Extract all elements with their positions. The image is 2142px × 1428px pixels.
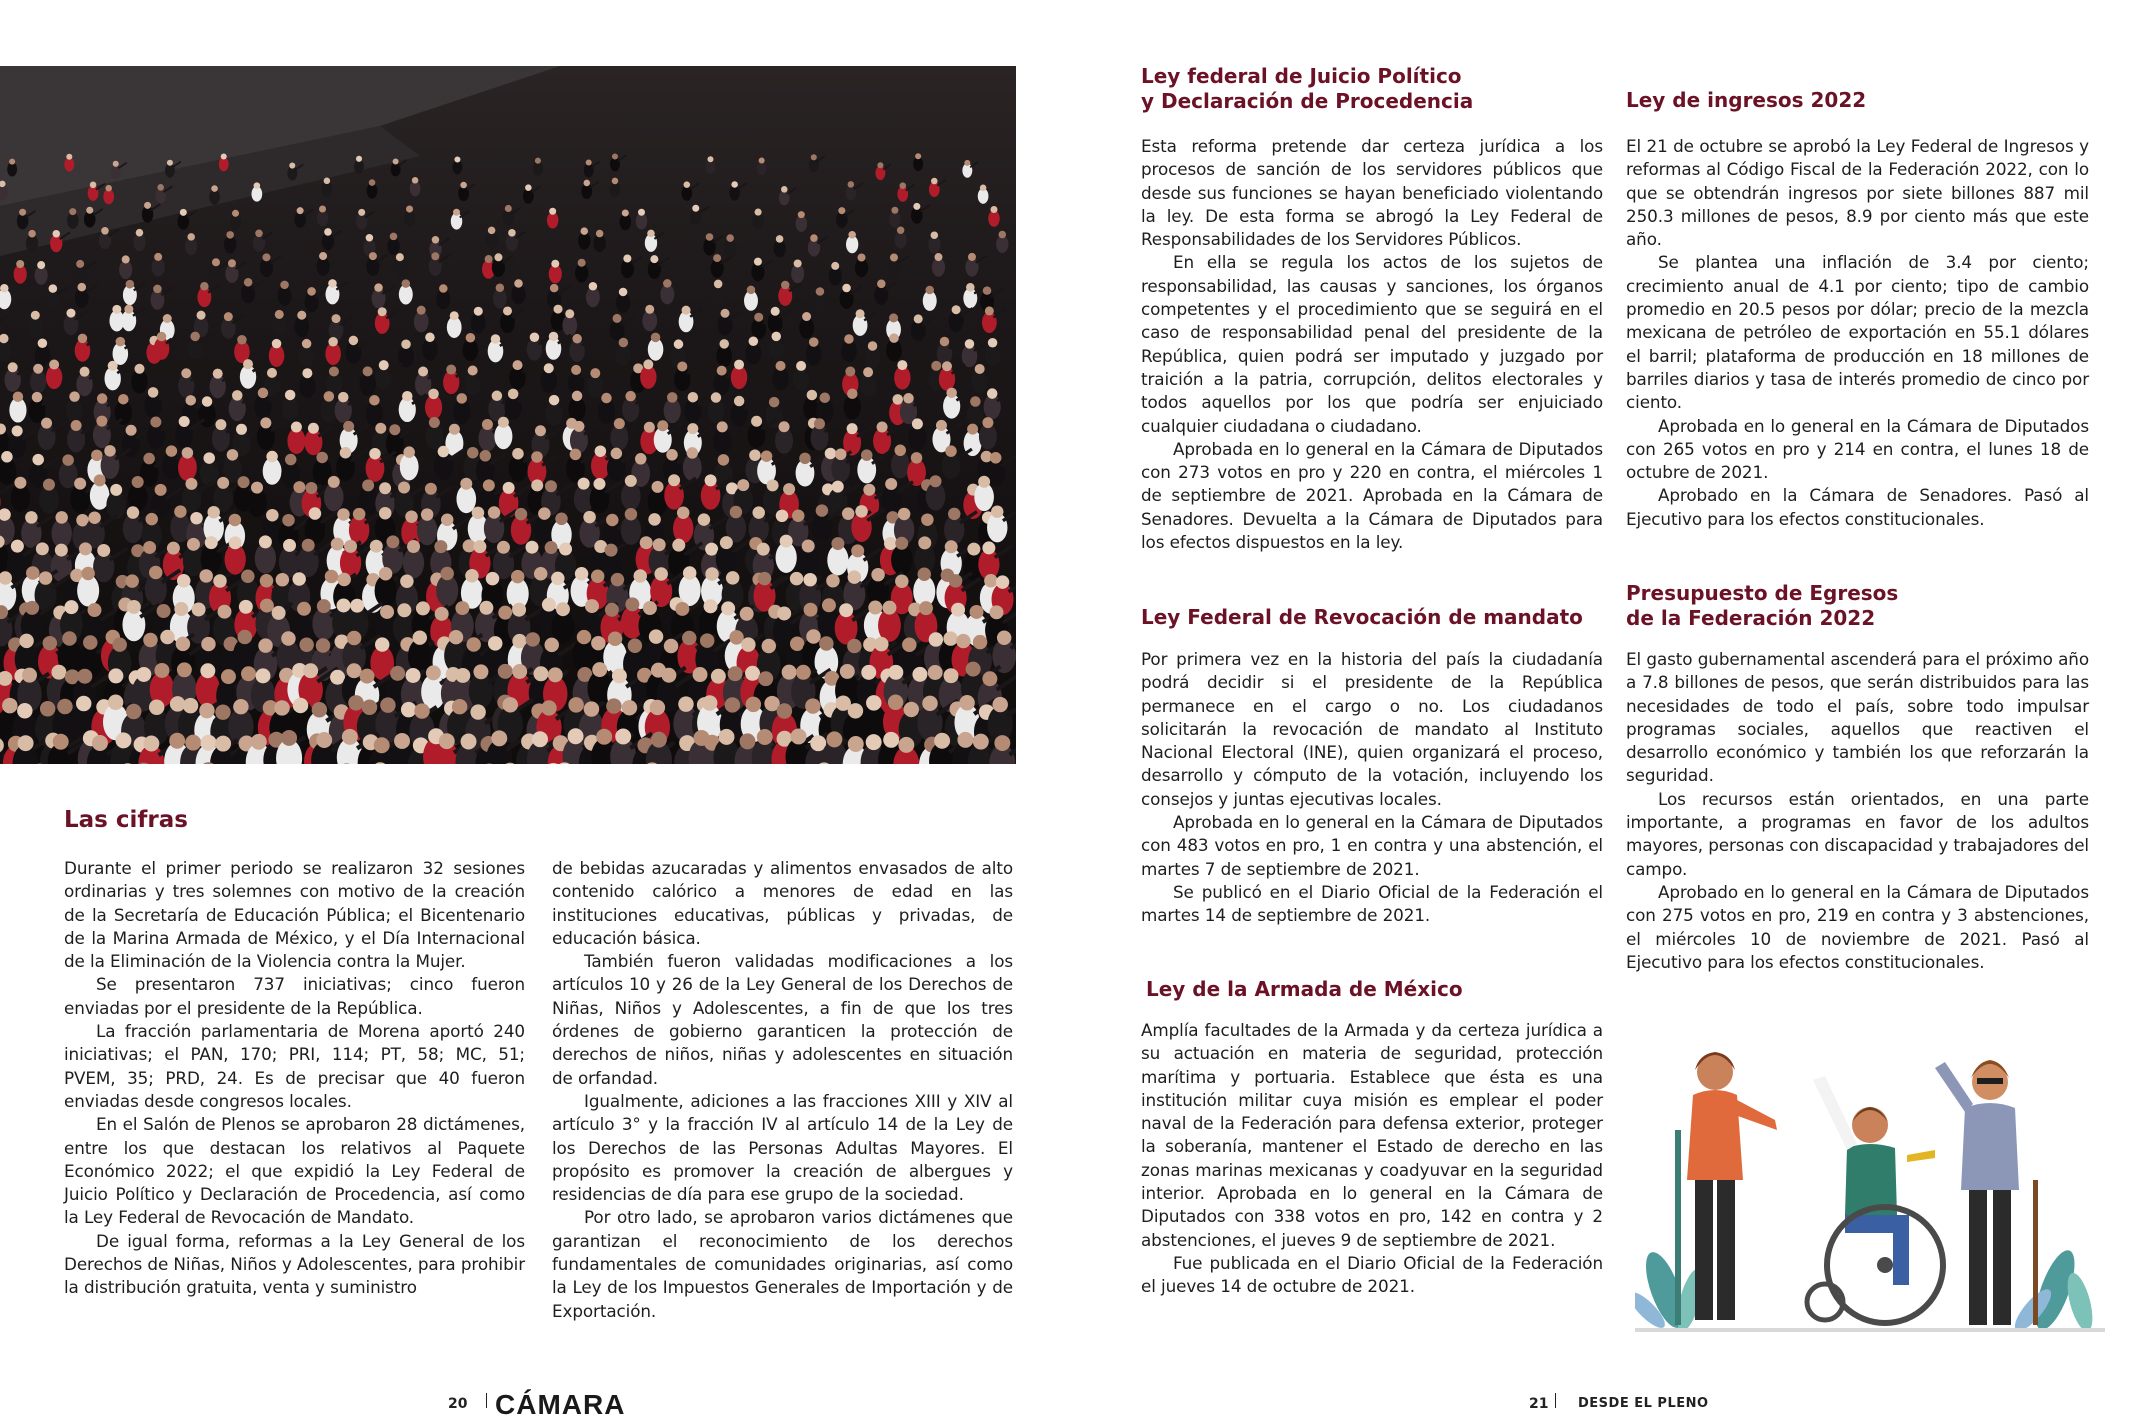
camara-logo: CÁMARA (495, 1389, 626, 1420)
heading-line: Ley federal de Juicio Político (1141, 64, 1462, 88)
paragraph: En ella se regula los actos de los sujetos de responsabilidad, las causas y sanciones, los órganos competentes y el procedimiento que se seguirá en el caso de responsabilidad penal del presidente de la República, quien podrá ser imputado y juzgado por traición a la patria, corrupción, delitos electorales y todos aquellos por los que podría ser enjuiciado cualquier ciudadana o ciudadano. (1141, 252, 1603, 436)
heading-presupuesto-egresos (1626, 581, 1898, 631)
man-figure (1935, 1060, 2038, 1325)
paragraph: Por primera vez en la historia del país la ciudadanía podrá decidir si el presidente de la República permanece en el cargo o no. Los ciudadanos solicitarán la revocación de mandato al Instituto Nacional Electoral (INE), quien organizará el proceso, desarrollo y cómputo de la votación, incluyendo los consejos y juntas ejecutivas locales. (1141, 649, 1603, 809)
heading-line: de la Federación 2022 (1626, 606, 1876, 630)
presupuesto-egresos-text (1626, 648, 2089, 974)
paragraph: Aprobada en lo general en la Cámara de Diputados con 273 votos en pro y 220 en contra, el miércoles 1 de septiembre de 2021. Aprobada en la Cámara de Senadores. Devuelta a la Cámara de Diputados para los efectos dispuestos en la ley. (1141, 438, 1603, 553)
footer-separator-right (1545, 1392, 1566, 1408)
ley-ingresos-text (1626, 135, 2089, 531)
paragraph: Amplía facultades de la Armada y da certeza jurídica a su actuación en materia de seguridad, protección marítima y portuaria. Establece que ésta es una institución militar cuya misión es emplear el poder naval de la Federación para defensa exterior, proteger la soberanía, mantener el Estado de derecho en las zonas marinas mexicanas y coadyuvar en la seguridad interior. Aprobada en lo general en la Cámara de Diputados con 338 votos en pro, 142 en contra y 2 abstenciones, el jueves 9 de septiembre de 2021. (1141, 1020, 1603, 1250)
foliage-right (2009, 1246, 2097, 1336)
footer-separator-left (476, 1392, 497, 1408)
paragraph: Aprobada en lo general en la Cámara de Diputados con 483 votos en pro, 1 en contra y una abstención, el martes 7 de septiembre de 2021. (1141, 812, 1603, 879)
paragraph: Se publicó en el Diario Oficial de la Federación el martes 14 de septiembre de 2021. (1141, 881, 1603, 926)
paragraph: Por otro lado, se aprobaron varios dictámenes que garantizan el reconocimiento de los derechos fundamentales de comunidades originarias, así como la Ley de los Impuestos Generales de Importación y de Exportación. (552, 1207, 1013, 1321)
heading-armada-mexico: Ley de la Armada de México (1146, 977, 1463, 1001)
paragraph: También fueron validadas modificaciones a los artículos 10 y 26 de la Ley General de los Derechos de Niñas, Niños y Adolescentes, a fin de que los tres órdenes de gobierno garanticen la protección de derechos de niños, niñas y adolescentes en situación de orfandad. (552, 951, 1013, 1088)
section-title-las-cifras: Las cifras (64, 807, 188, 833)
las-cifras-column-1 (64, 857, 525, 1300)
paragraph: de bebidas azucaradas y alimentos envasados de alto contenido calórico a menores de edad en las instituciones educativas, públicas y privadas, de educación básica. (552, 858, 1013, 948)
heading-revocacion-mandato: Ley Federal de Revocación de mandato (1141, 605, 1583, 629)
session-hall-photo (0, 66, 1016, 764)
paragraph: Se presentaron 737 iniciativas; cinco fueron enviadas por el presidente de la República. (64, 974, 525, 1018)
paragraph: Los recursos están orientados, en una parte importante, a programas en favor de los adultos mayores, personas con discapacidad y trabajadores del campo. (1626, 788, 2089, 879)
paragraph: El 21 de octubre se aprobó la Ley Federal de Ingresos y reformas al Código Fiscal de la Federación 2022, con lo que se obtendrán ingresos por siete billones 887 mil 250.3 millones de pesos, 8.9 por ciento más que este año. (1626, 136, 2089, 250)
heading-ley-ingresos: Ley de ingresos 2022 (1626, 88, 1867, 112)
paragraph: Durante el primer periodo se realizaron 32 sesiones ordinarias y tres solemnes con motivo de la creación de la Secretaría de Educación Pública; el Bicentenario de la Marina Armada de México, y el Día Internacional de la Eliminación de la Violencia contra la Mujer. (64, 858, 525, 972)
las-cifras-column-2 (552, 857, 1013, 1323)
revocacion-mandato-text (1141, 648, 1603, 928)
inclusion-illustration (1635, 1040, 2105, 1340)
paragraph: Aprobada en lo general en la Cámara de Diputados con 265 votos en pro y 214 en contra, el lunes 18 de octubre de 2021. (1626, 415, 2089, 483)
armada-mexico-text (1141, 1019, 1603, 1299)
paragraph: El gasto gubernamental ascenderá para el próximo año a 7.8 billones de pesos, que serán distribuidos para las necesidades de todo el país, sobre todo impulsar programas sociales, aquellos que reactiven el desarrollo económico y también los que reforzarán la seguridad. (1626, 649, 2089, 786)
heading-line: Presupuesto de Egresos (1626, 581, 1899, 605)
paragraph: Aprobado en la Cámara de Senadores. Pasó al Ejecutivo para los efectos constitucionales. (1626, 485, 2089, 529)
paragraph: En el Salón de Plenos se aprobaron 28 dictámenes, entre los que destacan los relativos al Paquete Económico 2022; el que expidió la Ley Federal de Juicio Político y Declaración de Procedencia, así como la Ley Federal de Revocación de Mandato. (64, 1114, 525, 1228)
paragraph: La fracción parlamentaria de Morena aportó 240 iniciativas; el PAN, 170; PRI, 114; PT, 58; MC, 51; PVEM, 35; PRD, 24. Es de precisar que 40 fueron enviadas desde congresos locales. (64, 1021, 525, 1111)
page-number-right: 21 (1529, 1396, 1549, 1412)
paragraph: Esta reforma pretende dar certeza jurídica a los procesos de sanción de los servidores públicos que desde sus funciones se hayan beneficiado violentando la ley. De esta forma se abrogó la Ley Federal de Responsabilidades de los Servidores Públicos. (1141, 136, 1603, 250)
wheelchair-figure (1807, 1076, 1943, 1323)
paragraph: Fue publicada en el Diario Oficial de la Federación el jueves 14 de octubre de 2021. (1141, 1252, 1603, 1297)
paragraph: Igualmente, adiciones a las fracciones XIII y XIV al artículo 3° y la fracción IV al artículo 14 de la Ley de los Derechos de las Personas Adultas Mayores. El propósito es promover la creación de albergues y residencias de día para ese grupo de la sociedad. (552, 1090, 1013, 1205)
page-number-left: 20 (448, 1396, 468, 1412)
paragraph: De igual forma, reformas a la Ley General de los Derechos de Niñas, Niños y Adolescentes, para prohibir la distribución gratuita, venta y suministro (64, 1230, 525, 1298)
heading-line: y Declaración de Procedencia (1141, 89, 1474, 113)
section-name-footer: DESDE EL PLENO (1578, 1396, 1709, 1411)
juicio-politico-text (1141, 135, 1603, 554)
paragraph: Se plantea una inflación de 3.4 por ciento; crecimiento anual de 4.1 por ciento; tipo de cambio promedio en 20.5 pesos por dólar; precio de la mezcla mexicana de petróleo de exportación en 55.1 dólares el barril; plataforma de producción en 18 millones de barriles diarios y tasa de interés promedio de cinco por ciento. (1626, 252, 2089, 413)
heading-juicio-politico (1141, 64, 1473, 114)
paragraph: Aprobado en lo general en la Cámara de Diputados con 275 votos en pro, 219 en contra y 3 abstenciones, el miércoles 10 de noviembre de 2021. Pasó al Ejecutivo para los efectos constitucionales. (1626, 881, 2089, 972)
